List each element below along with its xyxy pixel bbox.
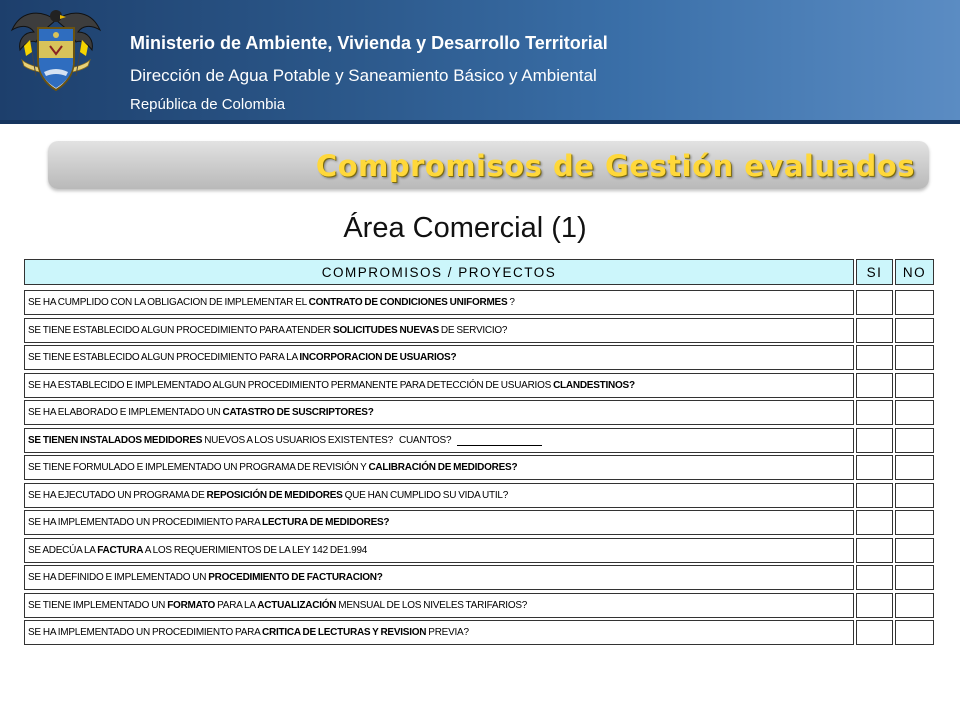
row-text: A LOS REQUERIMIENTOS DE LA LEY 142 DE1.994 [143, 544, 368, 556]
row-text: SE HA DEFINIDO E IMPLEMENTADO UN [28, 572, 209, 583]
row-keyword: CATASTRO DE SUSCRIPTORES? [222, 407, 374, 418]
row-text: PREVIA? [426, 627, 469, 638]
row-keyword: CLANDESTINOS? [553, 379, 635, 391]
no-checkbox-cell[interactable] [895, 565, 934, 590]
table-row [24, 565, 854, 590]
yes-checkbox-cell[interactable] [856, 290, 893, 315]
header-bar [0, 0, 960, 124]
table-row [24, 483, 854, 508]
yes-checkbox-cell[interactable] [856, 593, 893, 618]
table-row [24, 345, 854, 370]
row-text: SE ADECÚA LA [28, 544, 98, 556]
country-label: República de Colombia [130, 96, 286, 113]
row-text: PARA LA [215, 599, 258, 611]
ministry-title: Ministerio de Ambiente, Vivienda y Desarrollo Territorial [130, 33, 608, 53]
yes-checkbox-cell[interactable] [856, 318, 893, 343]
row-text: SE HA EJECUTADO UN PROGRAMA DE [28, 489, 207, 501]
yes-checkbox-cell[interactable] [856, 455, 893, 480]
table-row [24, 455, 854, 480]
row-text: SE TIENE IMPLEMENTADO UN [28, 599, 168, 611]
row-text: SE HA ESTABLECIDO E IMPLEMENTADO ALGUN PROCEDIMIENTO PERMANENTE PARA DETECCIÓN DE USUARIOS [28, 379, 554, 391]
table-row [24, 400, 854, 425]
row-keyword: LECTURA DE MEDIDORES? [262, 517, 390, 528]
yes-checkbox-cell[interactable] [856, 510, 893, 535]
no-checkbox-cell[interactable] [895, 318, 934, 343]
no-checkbox-cell[interactable] [895, 593, 934, 618]
column-header-no: NO [895, 259, 934, 285]
row-keyword: FORMATO [167, 599, 216, 611]
yes-checkbox-cell[interactable] [856, 428, 893, 453]
column-header-yes: SI [856, 259, 893, 285]
row-keyword: PROCEDIMIENTO DE FACTURACION? [208, 572, 383, 583]
no-checkbox-cell[interactable] [895, 483, 934, 508]
row-keyword: FACTURA [97, 544, 144, 556]
banner-title: Compromisos de Gestión evaluados [315, 149, 915, 183]
row-text: MENSUAL DE LOS NIVELES TARIFARIOS? [336, 599, 528, 611]
no-checkbox-cell[interactable] [895, 345, 934, 370]
row-text: DE SERVICIO? [438, 324, 508, 336]
column-header-commitments: COMPROMISOS / PROYECTOS [24, 259, 854, 285]
no-checkbox-cell[interactable] [895, 620, 934, 645]
row-keyword: CALIBRACIÓN DE MEDIDORES? [368, 462, 518, 473]
no-checkbox-cell[interactable] [895, 510, 934, 535]
no-checkbox-cell[interactable] [895, 373, 934, 398]
header-divider [0, 120, 960, 124]
row-keyword: SOLICITUDES NUEVAS [332, 324, 439, 336]
table-row [24, 373, 854, 398]
table-row [24, 620, 854, 645]
table-row [24, 290, 854, 315]
table-row [24, 510, 854, 535]
count-blank-line[interactable] [457, 435, 542, 446]
section-banner [48, 141, 929, 189]
row-text: SE HA IMPLEMENTADO UN PROCEDIMIENTO PARA [28, 627, 263, 638]
row-keyword: ACTUALIZACIÓN [257, 599, 337, 611]
row-text: SE TIENE FORMULADO E IMPLEMENTADO UN PROGRAMA DE REVISIÓN Y [28, 462, 369, 473]
yes-checkbox-cell[interactable] [856, 345, 893, 370]
row-keyword: CRITICA DE LECTURAS Y REVISION [262, 627, 427, 638]
row-text: SE TIENE ESTABLECIDO ALGUN PROCEDIMIENTO PARA LA [28, 352, 300, 363]
row-text: SE TIENE ESTABLECIDO ALGUN PROCEDIMIENTO PARA ATENDER [28, 324, 333, 336]
row-text: SE HA ELABORADO E IMPLEMENTADO UN [28, 407, 223, 418]
row-keyword: REPOSICIÓN DE MEDIDORES [206, 489, 343, 501]
row-text: SE HA CUMPLIDO CON LA OBLIGACION DE IMPLEMENTAR EL [28, 297, 309, 308]
no-checkbox-cell[interactable] [895, 428, 934, 453]
table-row [24, 593, 854, 618]
row-keyword: CONTRATO DE CONDICIONES UNIFORMES [308, 297, 508, 308]
row-text: QUE HAN CUMPLIDO SU VIDA UTIL? [342, 489, 509, 501]
yes-checkbox-cell[interactable] [856, 483, 893, 508]
area-title: Área Comercial (1) [343, 212, 587, 244]
no-checkbox-cell[interactable] [895, 290, 934, 315]
row-text: ? [507, 297, 515, 308]
table-row [24, 538, 854, 563]
no-checkbox-cell[interactable] [895, 400, 934, 425]
directorate-subtitle: Dirección de Agua Potable y Saneamiento Básico y Ambiental [130, 66, 597, 85]
yes-checkbox-cell[interactable] [856, 373, 893, 398]
yes-checkbox-cell[interactable] [856, 620, 893, 645]
table-row [24, 318, 854, 343]
no-checkbox-cell[interactable] [895, 538, 934, 563]
row-text: NUEVOS A LOS USUARIOS EXISTENTES? CUANTOS? [202, 434, 452, 446]
row-keyword: INCORPORACION DE USUARIOS? [299, 352, 457, 363]
no-checkbox-cell[interactable] [895, 455, 934, 480]
yes-checkbox-cell[interactable] [856, 538, 893, 563]
yes-checkbox-cell[interactable] [856, 565, 893, 590]
yes-checkbox-cell[interactable] [856, 400, 893, 425]
table-row [24, 428, 854, 453]
row-keyword: SE TIENEN INSTALADOS MEDIDORES [28, 434, 203, 446]
row-text: SE HA IMPLEMENTADO UN PROCEDIMIENTO PARA [28, 517, 263, 528]
colombia-coat-of-arms-icon [8, 2, 104, 98]
